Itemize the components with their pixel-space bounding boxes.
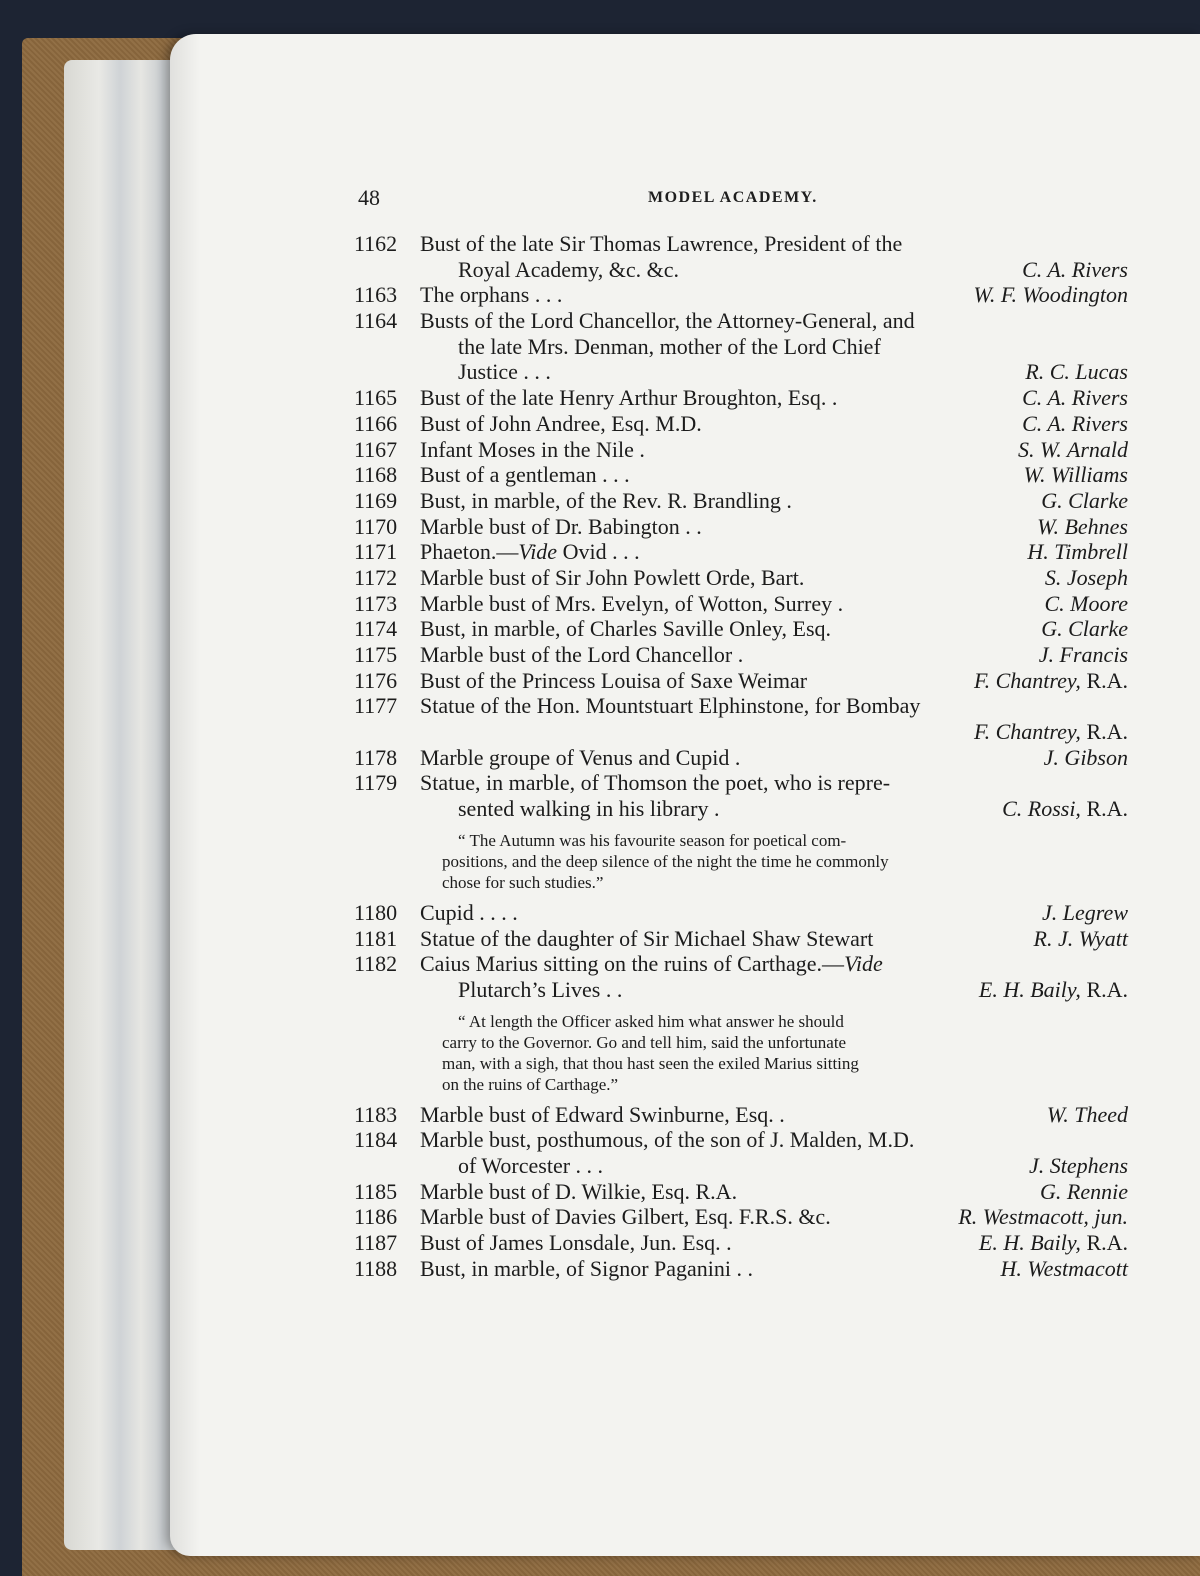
entry-line [354,334,1130,360]
artist-name [1041,616,1128,642]
artist-name [1044,745,1128,771]
entry-line [354,257,1130,283]
entry-text: Bust, in marble, of Signor Paganini . . [420,1255,754,1281]
entry-line [354,539,1130,565]
running-title: MODEL ACADEMY. [648,189,818,206]
quote-line: man, with a sigh, that thou hast seen the exiled Marius sitting [442,1053,859,1073]
entry-text: Justice . . . [458,359,551,385]
entry-line [354,1127,1130,1153]
entry-line [354,796,1130,822]
entry-number: 1176 [354,667,398,693]
entry-text: Infant Moses in the Nile . [420,436,645,462]
entry-text: Bust of the late Henry Arthur Broughton, Esq. . [420,385,838,411]
quote-line: “ At length the Officer asked him what answer he should [458,1011,844,1031]
artist-name: F. Chantrey, R.A. [973,719,1128,745]
artist-name-italic: H. Westmacott [1000,1255,1128,1281]
artist-name [1039,642,1128,668]
entry-number: 1178 [354,744,398,770]
entry-number: 1171 [354,539,398,565]
entry-text: Phaeton.—Vide Ovid . . . [420,539,640,565]
entry-line [354,977,1130,1003]
entry-text: Marble bust, posthumous, of the son of J. Malden, M.D. [420,1127,915,1153]
artist-name-italic: E. H. Baily, [978,976,1081,1002]
entry-number: 1182 [354,951,398,977]
entry-line [354,745,1130,771]
artist-name [1022,385,1128,411]
entry-text: Royal Academy, &c. &c. [458,256,679,282]
artist-name-italic: G. Rennie [1040,1178,1128,1204]
artist-name-italic: W. Behnes [1037,513,1128,539]
entry-line [354,565,1130,591]
entry-number: 1169 [354,487,398,513]
artist-name-italic: W. Theed [1046,1101,1128,1127]
entry-line [354,693,1130,719]
artist-name-italic: C. A. Rivers [1022,385,1128,411]
page-header [358,185,1128,211]
artist-name [1022,411,1128,437]
artist-name-italic: W. F. Woodington [973,282,1128,308]
entry-text: of Worcester . . . [458,1152,604,1178]
entry-text: Caius Marius sitting on the ruins of Carthage.—Vide [420,951,883,977]
entry-text: Bust of James Lonsdale, Jun. Esq. . [420,1230,732,1255]
artist-name-italic: S. W. Arnald [1017,436,1128,462]
artist-name-italic: J. Gibson [1043,744,1128,770]
entry-line [354,591,1130,617]
entry-text: Busts of the Lord Chancellor, the Attorney-General, and [420,308,915,334]
artist-name-italic: J. Stephens [1029,1152,1128,1178]
entry-line [354,282,1130,308]
entry-line [354,308,1130,334]
entry-number: 1180 [354,899,398,925]
entry-text: Marble groupe of Venus and Cupid . [420,744,741,770]
entry-text: Plutarch’s Lives . . [458,976,623,1002]
entry-text: Marble bust of D. Wilkie, Esq. R.A. [420,1178,738,1204]
quote-line: “ The Autumn was his favourite season for poetical com- [458,830,847,850]
artist-name [1000,1256,1128,1282]
quote-line: on the ruins of Carthage.” [442,1074,619,1094]
entry-text: Bust of the late Sir Thomas Lawrence, President of the [420,231,903,256]
artist-name [1037,514,1128,540]
artist-name-italic: J. Legrew [1042,899,1128,925]
entry-text: Bust of a gentleman . . . [420,462,630,488]
artist-name [1027,539,1128,565]
entry-number: 1170 [354,513,398,539]
entry-line [354,1179,1130,1205]
entry-text: Marble bust of Mrs. Evelyn, of Wotton, Surrey . [420,590,844,616]
entry-number: 1188 [354,1255,398,1281]
artist-name-italic: H. Timbrell [1027,539,1128,565]
entry-number: 1164 [354,308,398,334]
entry-number: 1175 [354,642,398,667]
artist-name: E. H. Baily, R.A. [978,1230,1128,1255]
artist-name-italic: G. Clarke [1041,616,1128,642]
artist-name [1040,1179,1128,1205]
artist-name-italic: R. C. Lucas [1025,359,1128,385]
artist-name-italic: C. A. Rivers [1022,256,1128,282]
artist-name [1018,437,1128,463]
entry-line [354,1204,1130,1230]
entry-text: Cupid . . . . [420,899,518,925]
entry-number: 1186 [354,1204,398,1230]
entry-line [354,488,1130,514]
entry-line [354,719,1130,745]
artist-name-italic: R. Westmacott, jun. [958,1204,1128,1230]
artist-name-italic: W. Williams [1023,462,1128,488]
entry-line [354,1153,1130,1179]
artist-name: C. Rossi, R.A. [1002,796,1128,822]
entry-text: Marble bust of Sir John Powlett Orde, Bart. [420,564,805,590]
entry-line [354,411,1130,437]
entry-text: Marble bust of Edward Swinburne, Esq. . [420,1101,785,1127]
entry-line [354,1256,1130,1282]
artist-name-italic: S. Joseph [1044,564,1128,590]
entry-line [354,642,1130,668]
artist-name-italic: F. Chantrey, [973,719,1081,745]
entry-text: Statue of the Hon. Mountstuart Elphinstone, for Bombay [420,693,921,719]
entry-number: 1162 [354,231,398,256]
entry-number: 1172 [354,564,398,590]
artist-name [1045,565,1128,591]
artist-name [958,1204,1128,1230]
artist-name: E. H. Baily, R.A. [978,976,1128,1002]
entry-number: 1185 [354,1178,398,1204]
entry-number: 1163 [354,282,398,308]
entry-line [354,1102,1130,1128]
artist-name-italic: E. H. Baily, [978,1230,1081,1255]
artist-name [1022,257,1128,283]
artist-name: F. Chantrey, R.A. [973,667,1128,693]
entry-text: Bust of John Andree, Esq. M.D. [420,410,702,436]
entry-number: 1187 [354,1230,398,1255]
quote-line: positions, and the deep silence of the night the time he commonly [442,851,889,871]
entry-text: Bust, in marble, of Charles Saville Onley, Esq. [420,616,832,642]
artist-name [1034,926,1129,952]
entry-text: Bust of the Princess Louisa of Saxe Weimar [420,667,808,693]
artist-name [1041,488,1128,514]
artist-name-italic: F. Chantrey, [973,667,1081,693]
entry-line [354,437,1130,463]
entry-line [354,385,1130,411]
entry-line [354,926,1130,952]
entry-number: 1166 [354,410,398,436]
entry-line [354,900,1130,926]
entry-text: the late Mrs. Denman, mother of the Lord Chief [458,333,881,359]
artist-name [1047,1102,1128,1128]
entry-number: 1183 [354,1101,398,1127]
entry-line [354,668,1130,694]
entry-text: Marble bust of Dr. Babington . . [420,513,702,539]
entry-quote [442,822,1042,900]
entry-text: sented walking in his library . [458,796,720,822]
entry-line [354,951,1130,977]
entry-text-italic: Vide [518,539,558,565]
entry-number: 1174 [354,616,398,642]
artist-name [1044,591,1128,617]
entry-line [354,231,1130,257]
entry-line [354,359,1130,385]
artist-name-italic: C. Moore [1044,590,1128,616]
entry-number: 1181 [354,925,398,951]
catalogue-entries [354,231,1130,1281]
entry-number: 1165 [354,385,398,411]
entry-text-italic: Vide [844,951,883,977]
entry-text: The orphans . . . [420,282,563,308]
entry-number: 1177 [354,693,398,719]
artist-name [1025,359,1128,385]
entry-line [354,616,1130,642]
entry-line [354,514,1130,540]
page-number: 48 [358,185,380,210]
artist-name [1024,462,1128,488]
quote-line: carry to the Governor. Go and tell him, said the unfortunate [442,1032,847,1052]
entry-number: 1184 [354,1127,398,1153]
artist-name [1029,1153,1128,1179]
entry-text: Bust, in marble, of the Rev. R. Brandling . [420,487,792,513]
entry-quote [442,1003,1042,1102]
artist-name-italic: R. J. Wyatt [1033,925,1128,951]
entry-text: Statue of the daughter of Sir Michael Shaw Stewart [420,925,874,951]
entry-text: Marble bust of the Lord Chancellor . [420,642,744,667]
entry-line [354,1230,1130,1256]
entry-number: 1168 [354,462,398,488]
entry-text: Marble bust of Davies Gilbert, Esq. F.R.S. &c. [420,1204,831,1230]
artist-name-italic: J. Francis [1038,642,1128,667]
entry-number: 1167 [354,436,398,462]
artist-name [1042,900,1128,926]
entry-line [354,462,1130,488]
artist-name-italic: G. Clarke [1041,487,1128,513]
artist-name-italic: C. A. Rivers [1022,410,1128,436]
entry-number: 1179 [354,770,398,796]
quote-line: chose for such studies.” [442,872,604,892]
entry-text: Statue, in marble, of Thomson the poet, who is repre- [420,770,891,796]
entry-line [354,770,1130,796]
artist-name [974,282,1128,308]
entry-number: 1173 [354,590,398,616]
artist-name-italic: C. Rossi, [1002,796,1081,822]
